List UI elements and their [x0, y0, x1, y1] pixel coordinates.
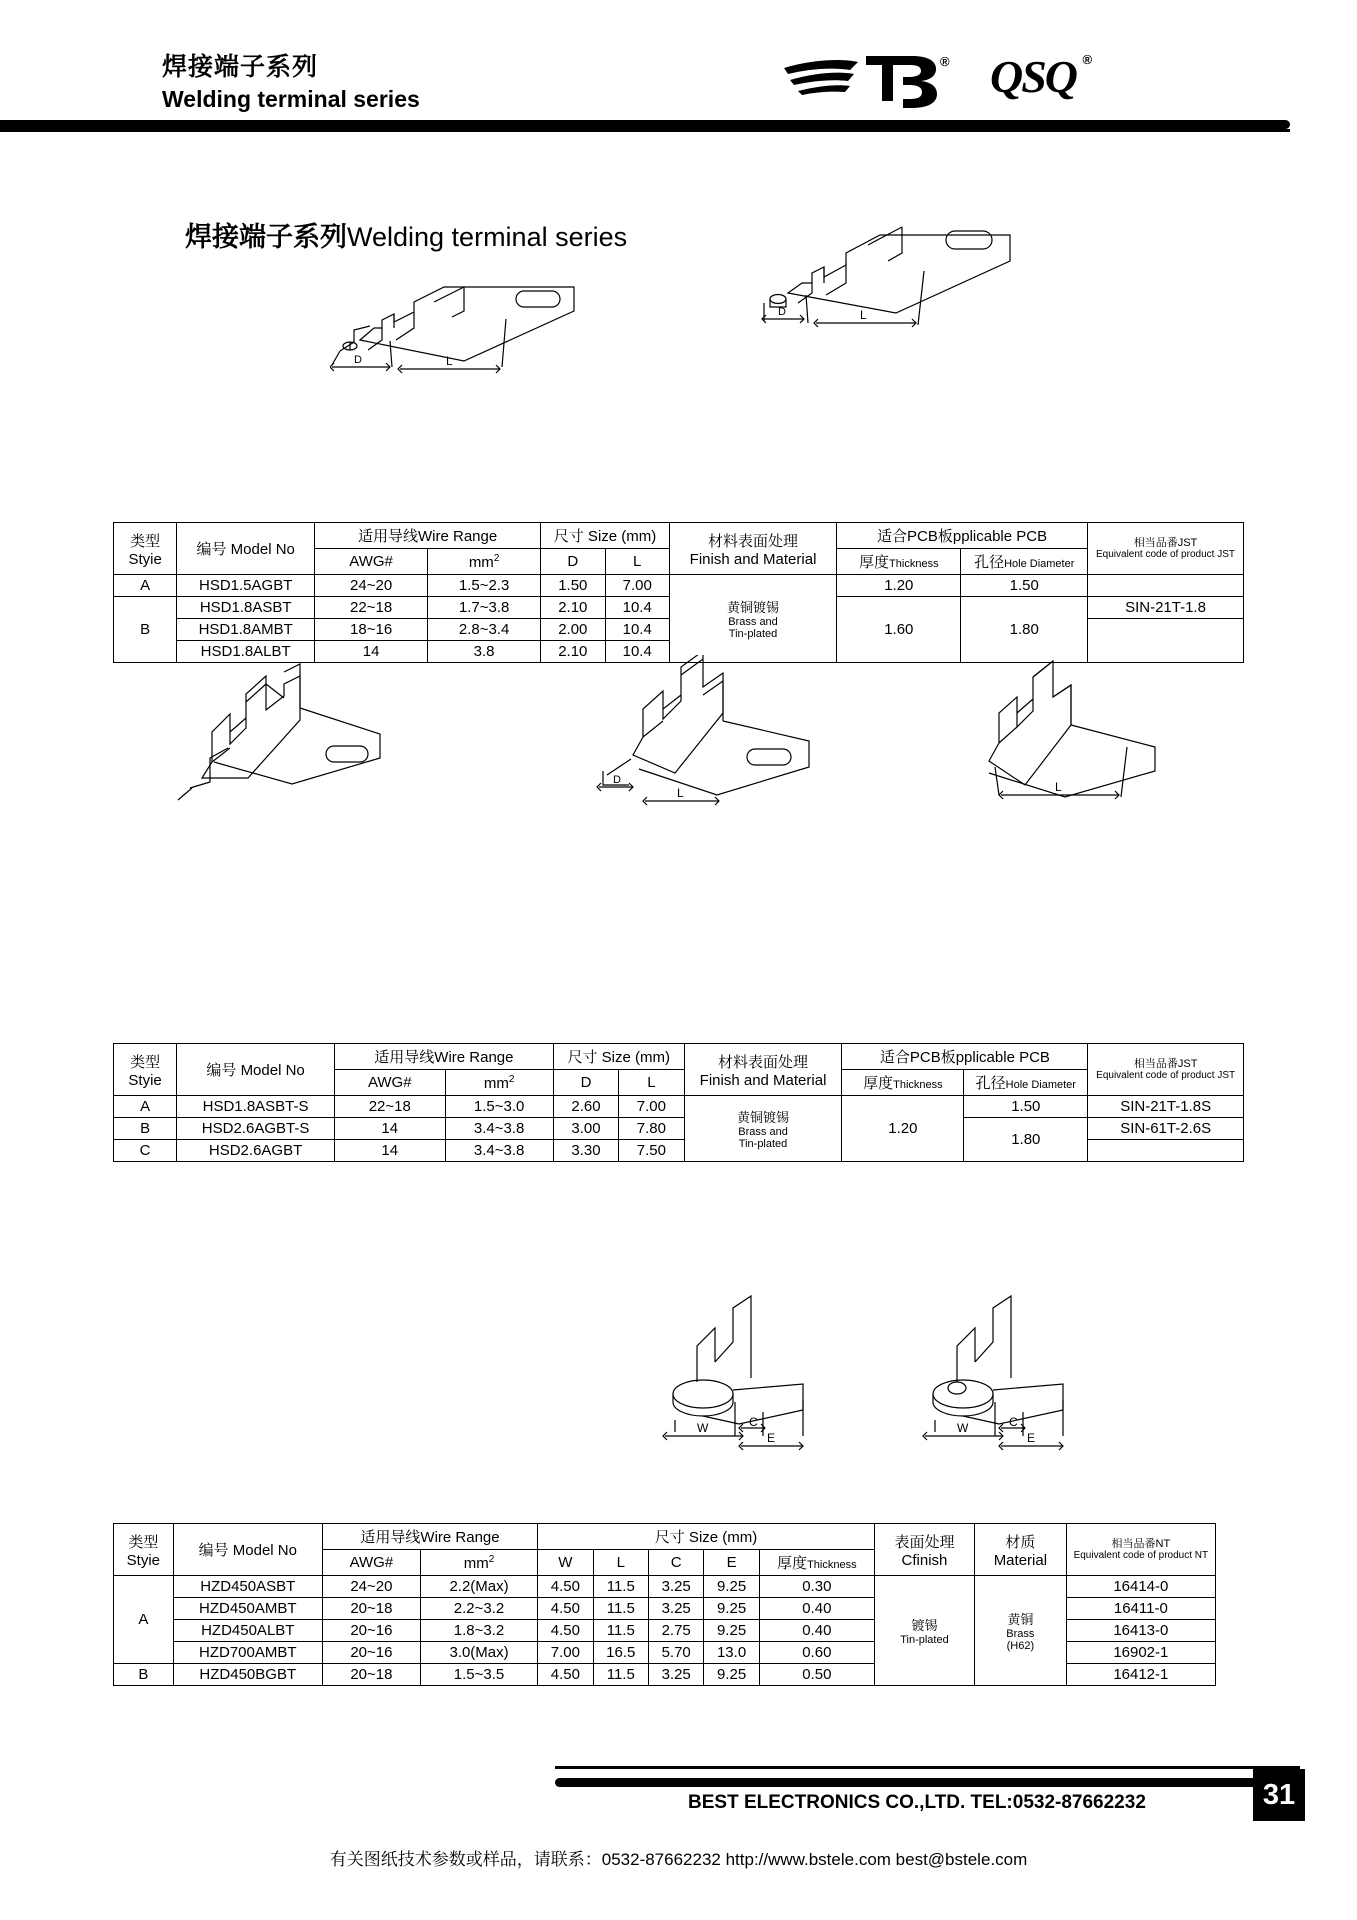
cell-awg: 20~16 [322, 1642, 420, 1664]
table-row [114, 575, 1244, 597]
th-hole: 孔径Hole Diameter [961, 549, 1088, 575]
cell-c: 3.25 [648, 1664, 703, 1686]
cell-thickness: 0.40 [759, 1620, 874, 1642]
cell-hole: 1.50 [961, 575, 1088, 597]
cell-thickness: 1.60 [837, 597, 961, 663]
th-d: D [553, 1070, 618, 1096]
cell-awg: 18~16 [315, 619, 428, 641]
cell-style: A [114, 1576, 174, 1664]
cell-model: HSD1.8AMBT [177, 619, 315, 641]
th-pcb: 适合PCB板pplicable PCB [837, 523, 1088, 549]
page-header [0, 0, 1357, 126]
cell-nt: 16414-0 [1066, 1576, 1215, 1598]
th-mm2: $mm^2$ [428, 549, 541, 575]
th-l: L [619, 1070, 684, 1096]
cell-mm2: 2.8~3.4 [428, 619, 541, 641]
cell-nt: 16412-1 [1066, 1664, 1215, 1686]
svg-text:D: D [354, 354, 362, 366]
footer-company: BEST ELECTRONICS CO.,LTD. TEL:0532-87662232 [688, 1792, 1146, 1813]
cell-l: 11.5 [593, 1664, 648, 1686]
cell-e: 9.25 [704, 1576, 759, 1598]
table-row [114, 1096, 1244, 1118]
cell-jst: SIN-21T-1.8S [1088, 1096, 1244, 1118]
th-material: 材质 Material [975, 1524, 1067, 1576]
th-jst: 相当品番JST Equivalent code of product JST [1088, 523, 1244, 575]
cell-model: HSD1.5AGBT [177, 575, 315, 597]
ts-registered-mark: ® [940, 54, 950, 69]
th-style: 类型 Styie [114, 523, 177, 575]
cell-finish: 镀锡 Tin-plated [874, 1576, 974, 1686]
th-d: D [541, 549, 605, 575]
th-finish: 表面处理 Cfinish [874, 1524, 974, 1576]
th-e: E [704, 1550, 759, 1576]
cell-d: 2.10 [541, 597, 605, 619]
svg-text:L: L [860, 308, 867, 322]
svg-text:L: L [677, 786, 684, 800]
cell-e: 9.25 [704, 1598, 759, 1620]
cell-jst: SIN-21T-1.8 [1088, 597, 1244, 619]
cell-model: HSD1.8ASBT-S [177, 1096, 335, 1118]
footer-contact: 有关图纸技术参数或样品，请联系：0532-87662232 http://www.bstele.com best@bstele.com [329, 1850, 1028, 1869]
th-hole: 孔径Hole Diameter [964, 1070, 1088, 1096]
th-thickness: 厚度Thickness [759, 1550, 874, 1576]
spec-table-2 [113, 1043, 1244, 1162]
th-mm2: $mm^2$ [420, 1550, 537, 1576]
figure-terminal-b [750, 215, 1040, 370]
cell-l: 10.4 [605, 641, 669, 663]
cell-l: 11.5 [593, 1598, 648, 1620]
cell-model: HZD450ALBT [173, 1620, 322, 1642]
cell-nt: 16902-1 [1066, 1642, 1215, 1664]
cell-awg: 24~20 [315, 575, 428, 597]
qsq-logo [990, 50, 1093, 103]
page-number: 31 [1253, 1769, 1305, 1821]
cell-l: 7.00 [605, 575, 669, 597]
cell-l: 10.4 [605, 619, 669, 641]
cell-mm2: 1.5~2.3 [428, 575, 541, 597]
cell-l: 7.00 [619, 1096, 684, 1118]
page-title [185, 215, 627, 254]
cell-hole: 1.80 [961, 597, 1088, 663]
table-header-row [114, 523, 1244, 549]
cell-mm2: 1.7~3.8 [428, 597, 541, 619]
th-awg: AWG# [322, 1550, 420, 1576]
table-row [114, 1576, 1216, 1598]
cell-nt: 16411-0 [1066, 1598, 1215, 1620]
svg-text:L: L [1055, 780, 1062, 794]
th-finish: 材料表面处理 Finish and Material [669, 523, 836, 575]
cell-jst: SIN-61T-2.6S [1088, 1118, 1244, 1140]
cell-thickness: 1.20 [837, 575, 961, 597]
svg-text:W: W [697, 1421, 709, 1435]
cell-style: B [114, 597, 177, 663]
cell-thickness: 0.50 [759, 1664, 874, 1686]
ts-logo-icon [780, 48, 950, 104]
cell-jst [1088, 1140, 1244, 1162]
cell-mm2: 1.5~3.5 [420, 1664, 537, 1686]
th-l: L [593, 1550, 648, 1576]
table-row [114, 1118, 1244, 1140]
th-w: W [538, 1550, 593, 1576]
figure-terminal-g [905, 1290, 1135, 1465]
th-size: 尺寸 Size (mm) [538, 1524, 875, 1550]
spec-table-1 [113, 522, 1244, 663]
svg-text:E: E [1027, 1431, 1036, 1445]
th-wire-range: 适用导线Wire Range [315, 523, 541, 549]
th-style: 类型 Styie [114, 1524, 174, 1576]
th-finish: 材料表面处理 Finish and Material [684, 1044, 842, 1096]
th-jst: 相当品番JST Equivalent code of product JST [1088, 1044, 1244, 1096]
cell-e: 9.25 [704, 1664, 759, 1686]
th-awg: AWG# [315, 549, 428, 575]
cell-awg: 20~18 [322, 1598, 420, 1620]
cell-w: 4.50 [538, 1664, 593, 1686]
cell-nt: 16413-0 [1066, 1620, 1215, 1642]
cell-thickness: 1.20 [842, 1096, 964, 1162]
cell-model: HSD2.6AGBT [177, 1140, 335, 1162]
svg-text:D: D [613, 774, 621, 786]
cell-material: 黄铜 Brass (H62) [975, 1576, 1067, 1686]
cell-awg: 14 [315, 641, 428, 663]
cell-mm2: 3.8 [428, 641, 541, 663]
th-wire-range: 适用导线Wire Range [335, 1044, 554, 1070]
footer-divider [555, 1778, 1300, 1787]
cell-style: B [114, 1118, 177, 1140]
cell-awg: 22~18 [335, 1096, 446, 1118]
th-model: 编号 Model No [177, 1044, 335, 1096]
th-thickness: 厚度Thickness [842, 1070, 964, 1096]
svg-text:D: D [778, 306, 786, 318]
cell-model: HZD450ASBT [173, 1576, 322, 1598]
cell-w: 4.50 [538, 1576, 593, 1598]
cell-c: 5.70 [648, 1642, 703, 1664]
cell-style: A [114, 575, 177, 597]
cell-c: 3.25 [648, 1598, 703, 1620]
cell-e: 13.0 [704, 1642, 759, 1664]
cell-l: 11.5 [593, 1620, 648, 1642]
cell-l: 11.5 [593, 1576, 648, 1598]
th-awg: AWG# [335, 1070, 446, 1096]
cell-mm2: 1.8~3.2 [420, 1620, 537, 1642]
cell-model: HZD450AMBT [173, 1598, 322, 1620]
cell-l: 16.5 [593, 1642, 648, 1664]
th-c: C [648, 1550, 703, 1576]
cell-awg: 20~16 [322, 1620, 420, 1642]
svg-text:L: L [446, 354, 453, 368]
cell-model: HSD2.6AGBT-S [177, 1118, 335, 1140]
cell-style: C [114, 1140, 177, 1162]
cell-thickness: 0.30 [759, 1576, 874, 1598]
cell-model: HSD1.8ALBT [177, 641, 315, 663]
cell-mm2: 1.5~3.0 [445, 1096, 553, 1118]
cell-awg: 14 [335, 1140, 446, 1162]
spec-table-3 [113, 1523, 1216, 1686]
cell-d: 2.00 [541, 619, 605, 641]
cell-w: 4.50 [538, 1598, 593, 1620]
cell-d: 2.60 [553, 1096, 618, 1118]
cell-l: 10.4 [605, 597, 669, 619]
svg-text:C: C [1009, 1415, 1018, 1429]
cell-hole: 1.80 [964, 1118, 1088, 1162]
svg-text:W: W [957, 1421, 969, 1435]
cell-thickness: 0.60 [759, 1642, 874, 1664]
header-title-en: Welding terminal series [162, 86, 420, 112]
figure-terminal-a [330, 255, 630, 400]
cell-c: 2.75 [648, 1620, 703, 1642]
figure-terminal-d [595, 655, 855, 820]
svg-text:E: E [767, 1431, 776, 1445]
th-l: L [605, 549, 669, 575]
cell-l: 7.80 [619, 1118, 684, 1140]
cell-mm2: 2.2~3.2 [420, 1598, 537, 1620]
page-title-cn: 焊接端子系列 [185, 222, 347, 252]
cell-d: 1.50 [541, 575, 605, 597]
th-mm2: $mm^2$ [445, 1070, 553, 1096]
th-model: 编号 Model No [177, 523, 315, 575]
header-divider [0, 120, 1290, 129]
cell-style: A [114, 1096, 177, 1118]
th-size: 尺寸 Size (mm) [541, 523, 670, 549]
qsq-logo-text: QSQ [990, 50, 1077, 102]
table-header-row [114, 1524, 1216, 1550]
cell-d: 3.30 [553, 1140, 618, 1162]
page-title-en: Welding terminal series [347, 222, 628, 252]
cell-thickness: 0.40 [759, 1598, 874, 1620]
cell-material: 黄铜镀锡 Brass and Tin-plated [669, 575, 836, 663]
cell-mm2: 3.4~3.8 [445, 1140, 553, 1162]
header-title-block [162, 52, 420, 114]
cell-mm2: 2.2(Max) [420, 1576, 537, 1598]
cell-w: 4.50 [538, 1620, 593, 1642]
cell-model: HSD1.8ASBT [177, 597, 315, 619]
cell-w: 7.00 [538, 1642, 593, 1664]
cell-style: B [114, 1664, 174, 1686]
header-title-cn: 焊接端子系列 [162, 53, 319, 81]
figure-terminal-f [645, 1290, 875, 1465]
cell-hole: 1.50 [964, 1096, 1088, 1118]
th-model: 编号 Model No [173, 1524, 322, 1576]
cell-model: HZD450BGBT [173, 1664, 322, 1686]
table-header-row [114, 1044, 1244, 1070]
cell-material: 黄铜镀锡 Brass and Tin-plated [684, 1096, 842, 1162]
cell-awg: 22~18 [315, 597, 428, 619]
th-pcb: 适合PCB板pplicable PCB [842, 1044, 1088, 1070]
th-size: 尺寸 Size (mm) [553, 1044, 684, 1070]
th-wire-range: 适用导线Wire Range [322, 1524, 537, 1550]
cell-mm2: 3.4~3.8 [445, 1118, 553, 1140]
cell-awg: 24~20 [322, 1576, 420, 1598]
cell-awg: 14 [335, 1118, 446, 1140]
logo-group [780, 48, 1093, 104]
figure-terminal-c [160, 660, 420, 825]
cell-d: 2.10 [541, 641, 605, 663]
th-nt: 相当品番NT Equivalent code of product NT [1066, 1524, 1215, 1576]
cell-awg: 20~18 [322, 1664, 420, 1686]
cell-c: 3.25 [648, 1576, 703, 1598]
cell-e: 9.25 [704, 1620, 759, 1642]
cell-jst [1088, 575, 1244, 597]
cell-l: 7.50 [619, 1140, 684, 1162]
th-thickness: 厚度Thickness [837, 549, 961, 575]
cell-mm2: 3.0(Max) [420, 1642, 537, 1664]
qsq-registered-mark: ® [1082, 51, 1093, 67]
cell-model: HZD700AMBT [173, 1642, 322, 1664]
svg-text:C: C [749, 1415, 758, 1429]
cell-d: 3.00 [553, 1118, 618, 1140]
figure-terminal-e [955, 655, 1205, 820]
th-style: 类型 Styie [114, 1044, 177, 1096]
